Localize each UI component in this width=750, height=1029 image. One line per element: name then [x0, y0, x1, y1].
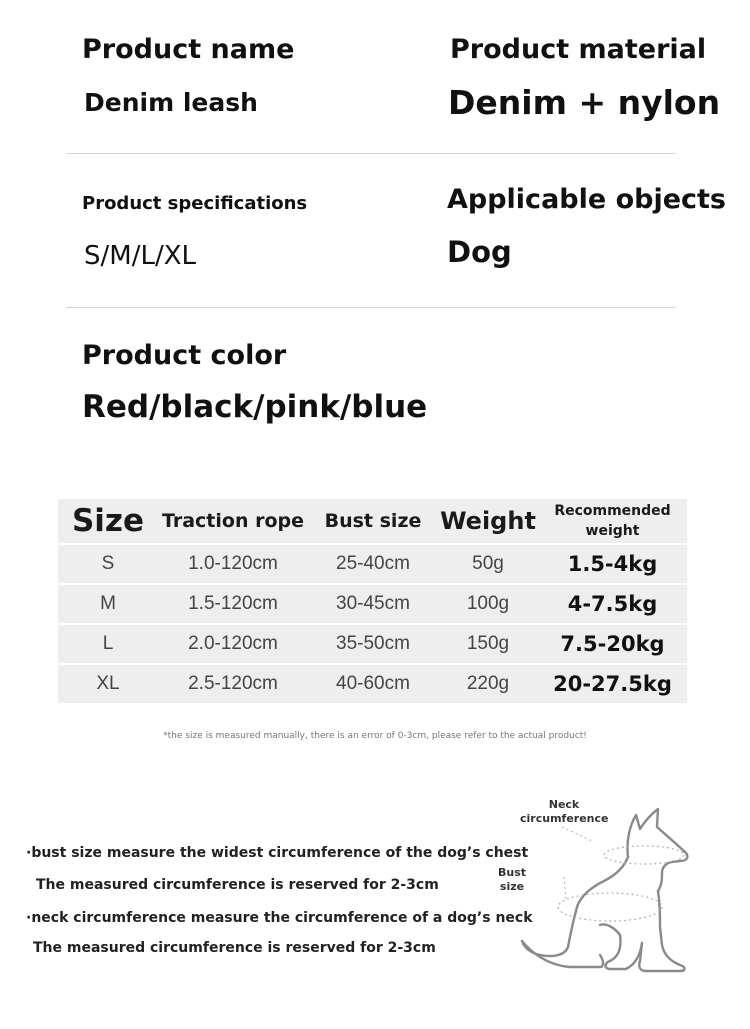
neck-instruction: ·neck circumference measure the circumference of a dog’s neck [26, 910, 533, 926]
cell-weight: 100g [438, 585, 538, 623]
cell-recommended-weight: 7.5-20kg [538, 625, 687, 663]
cell-bust-size: 35-50cm [308, 625, 438, 663]
header-size: Size [58, 499, 158, 543]
cell-weight: 150g [438, 625, 538, 663]
product-name-label: Product name [82, 34, 295, 65]
product-material-value: Denim + nylon [448, 83, 721, 122]
cell-size: XL [58, 665, 158, 703]
cell-recommended-weight: 1.5-4kg [538, 545, 687, 583]
cell-weight: 50g [438, 545, 538, 583]
table-row [58, 665, 687, 703]
cell-bust-size: 40-60cm [308, 665, 438, 703]
cell-traction-rope: 2.0-120cm [158, 625, 308, 663]
table-row [58, 585, 687, 623]
neck-reserve-note: The measured circumference is reserved for 2-3cm [33, 940, 436, 956]
product-name-value: Denim leash [84, 88, 258, 117]
cell-bust-size: 30-45cm [308, 585, 438, 623]
cell-weight: 220g [438, 665, 538, 703]
cell-bust-size: 25-40cm [308, 545, 438, 583]
cell-size: S [58, 545, 158, 583]
applicable-objects-value: Dog [447, 235, 512, 269]
header-recommended-weight: Recommended weight [538, 499, 687, 543]
cell-size: M [58, 585, 158, 623]
bust-pointer-line [564, 877, 566, 899]
table-row [58, 545, 687, 583]
divider [66, 153, 676, 154]
neck-circumference-label: Neck circumference [520, 798, 609, 825]
cell-recommended-weight: 20-27.5kg [538, 665, 687, 703]
product-specifications-label: Product specifications [82, 193, 308, 214]
bust-instruction: ·bust size measure the widest circumference of the dog’s chest [26, 845, 529, 861]
cell-size: L [58, 625, 158, 663]
cell-traction-rope: 2.5-120cm [158, 665, 308, 703]
divider [66, 307, 676, 308]
measurement-note: *the size is measured manually, there is an error of 0-3cm, please refer to the actual product! [163, 731, 587, 741]
cell-recommended-weight: 4-7.5kg [538, 585, 687, 623]
product-color-value: Red/black/pink/blue [82, 389, 428, 425]
product-material-label: Product material [450, 34, 707, 65]
cell-traction-rope: 1.0-120cm [158, 545, 308, 583]
header-bust-size: Bust size [308, 499, 438, 543]
bust-reserve-note: The measured circumference is reserved for 2-3cm [36, 877, 439, 893]
applicable-objects-label: Applicable objects [447, 184, 727, 215]
cell-traction-rope: 1.5-120cm [158, 585, 308, 623]
product-specifications-value: S/M/L/XL [84, 241, 196, 271]
table-row [58, 625, 687, 663]
neck-pointer-line [562, 827, 592, 841]
size-table [58, 497, 687, 705]
header-weight: Weight [438, 499, 538, 543]
bust-size-label: Bust size [497, 866, 527, 893]
table-header-row [58, 499, 687, 543]
dog-silhouette-icon [522, 809, 687, 971]
dog-outline-diagram [500, 795, 720, 985]
header-traction-rope: Traction rope [158, 499, 308, 543]
product-color-label: Product color [82, 340, 287, 371]
